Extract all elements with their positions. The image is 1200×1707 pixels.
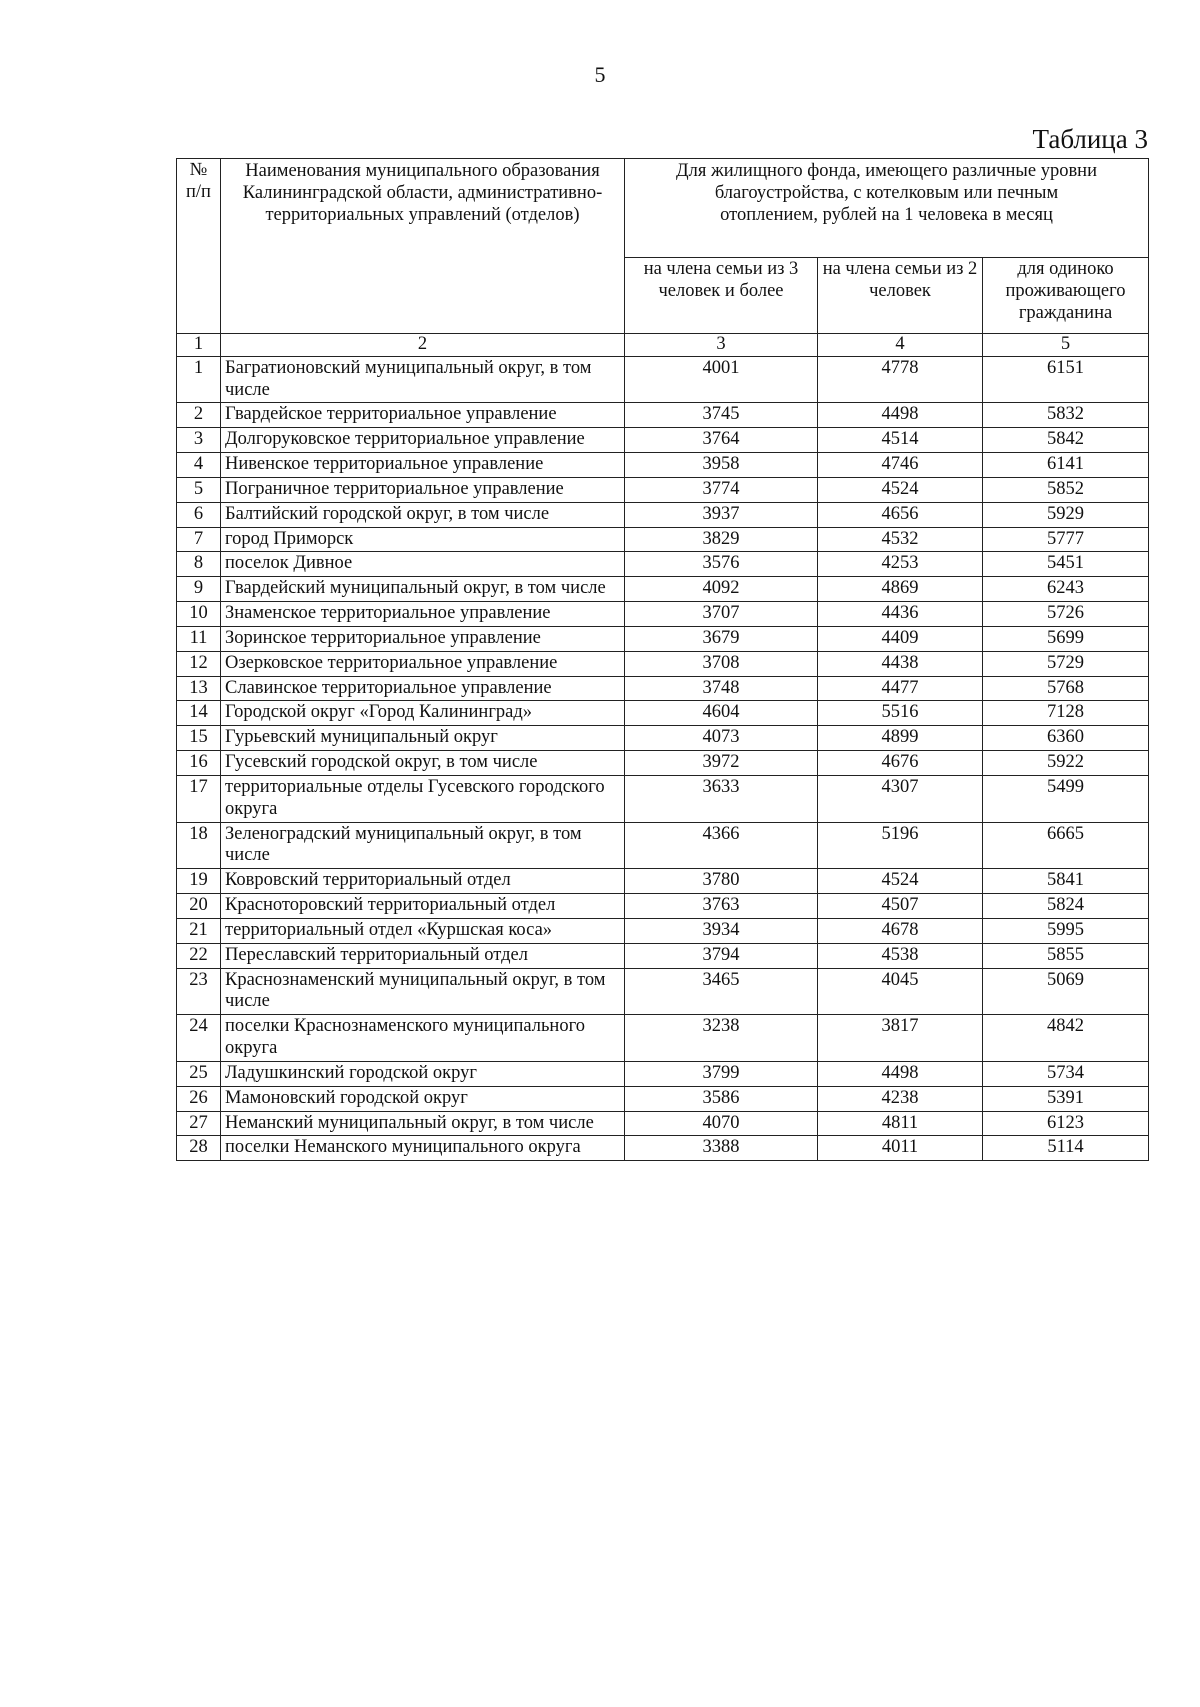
table-row xyxy=(177,751,1149,776)
row-index: 5 xyxy=(177,477,221,502)
table-row xyxy=(177,676,1149,701)
row-value-3plus: 3745 xyxy=(625,403,818,428)
row-value-single: 5768 xyxy=(983,676,1149,701)
row-index: 4 xyxy=(177,453,221,478)
row-value-2: 4778 xyxy=(818,356,983,403)
row-value-2: 4656 xyxy=(818,502,983,527)
table-row xyxy=(177,527,1149,552)
row-value-3plus: 3679 xyxy=(625,626,818,651)
row-value-2: 4238 xyxy=(818,1086,983,1111)
table-row xyxy=(177,403,1149,428)
row-value-single: 5729 xyxy=(983,651,1149,676)
row-value-3plus: 3465 xyxy=(625,968,818,1015)
row-value-single: 5922 xyxy=(983,751,1149,776)
row-value-single: 5069 xyxy=(983,968,1149,1015)
table-row xyxy=(177,602,1149,627)
row-value-single: 6151 xyxy=(983,356,1149,403)
row-index: 1 xyxy=(177,356,221,403)
column-numbers-row xyxy=(177,334,1149,357)
table-row xyxy=(177,701,1149,726)
row-value-2: 4514 xyxy=(818,428,983,453)
table-row xyxy=(177,726,1149,751)
header-col3: на члена семьи из 3 человек и более xyxy=(625,258,818,334)
row-index: 21 xyxy=(177,918,221,943)
row-value-3plus: 3774 xyxy=(625,477,818,502)
row-value-single: 6123 xyxy=(983,1111,1149,1136)
header-group: Для жилищного фонда, имеющего различные уровни благоустройства, с котелковым или печным отоплением, рублей на 1 человека в месяц xyxy=(625,159,1149,258)
row-value-single: 5852 xyxy=(983,477,1149,502)
table-row xyxy=(177,626,1149,651)
row-value-2: 4436 xyxy=(818,602,983,627)
row-value-3plus: 4070 xyxy=(625,1111,818,1136)
row-name: Гурьевский муниципальный округ xyxy=(221,726,625,751)
row-index: 27 xyxy=(177,1111,221,1136)
row-index: 22 xyxy=(177,943,221,968)
row-value-3plus: 3763 xyxy=(625,894,818,919)
row-value-3plus: 3707 xyxy=(625,602,818,627)
row-value-single: 5855 xyxy=(983,943,1149,968)
row-value-2: 5516 xyxy=(818,701,983,726)
row-value-single: 4842 xyxy=(983,1015,1149,1062)
row-value-single: 5777 xyxy=(983,527,1149,552)
row-value-single: 6243 xyxy=(983,577,1149,602)
row-value-2: 4746 xyxy=(818,453,983,478)
row-value-3plus: 3829 xyxy=(625,527,818,552)
row-value-2: 4532 xyxy=(818,527,983,552)
row-value-single: 6360 xyxy=(983,726,1149,751)
row-index: 18 xyxy=(177,822,221,869)
row-value-2: 4253 xyxy=(818,552,983,577)
row-value-single: 5832 xyxy=(983,403,1149,428)
row-value-single: 5734 xyxy=(983,1061,1149,1086)
row-index: 19 xyxy=(177,869,221,894)
row-value-3plus: 3238 xyxy=(625,1015,818,1062)
row-name: Зоринское территориальное управление xyxy=(221,626,625,651)
row-name: Нивенское территориальное управление xyxy=(221,453,625,478)
row-value-2: 4524 xyxy=(818,869,983,894)
column-number: 2 xyxy=(221,334,625,357)
table-row xyxy=(177,477,1149,502)
table-row xyxy=(177,943,1149,968)
row-index: 24 xyxy=(177,1015,221,1062)
table-row xyxy=(177,577,1149,602)
table-row xyxy=(177,428,1149,453)
row-name: город Приморск xyxy=(221,527,625,552)
row-name: Гвардейский муниципальный округ, в том числе xyxy=(221,577,625,602)
table-row xyxy=(177,775,1149,822)
header-col4: на члена семьи из 2 человек xyxy=(818,258,983,334)
row-name: Мамоновский городской округ xyxy=(221,1086,625,1111)
row-index: 9 xyxy=(177,577,221,602)
row-value-single: 5841 xyxy=(983,869,1149,894)
row-value-single: 5726 xyxy=(983,602,1149,627)
row-value-3plus: 3764 xyxy=(625,428,818,453)
table-header xyxy=(177,159,1149,357)
table-row xyxy=(177,968,1149,1015)
table-row xyxy=(177,356,1149,403)
row-name: Знаменское территориальное управление xyxy=(221,602,625,627)
row-value-3plus: 4092 xyxy=(625,577,818,602)
row-value-2: 4307 xyxy=(818,775,983,822)
row-index: 23 xyxy=(177,968,221,1015)
table-row xyxy=(177,918,1149,943)
row-index: 28 xyxy=(177,1136,221,1161)
row-value-2: 4811 xyxy=(818,1111,983,1136)
row-name: Городской округ «Город Калининград» xyxy=(221,701,625,726)
row-name: Озерковское территориальное управление xyxy=(221,651,625,676)
row-value-2: 4538 xyxy=(818,943,983,968)
row-value-single: 5995 xyxy=(983,918,1149,943)
table-row xyxy=(177,1061,1149,1086)
header-name: Наименования муниципального образования Калининградской области, административно-территориальных управлений (отделов) xyxy=(221,159,625,334)
table-body xyxy=(177,356,1149,1160)
row-value-2: 5196 xyxy=(818,822,983,869)
row-name: территориальные отделы Гусевского городского округа xyxy=(221,775,625,822)
row-name: поселки Неманского муниципального округа xyxy=(221,1136,625,1161)
row-index: 15 xyxy=(177,726,221,751)
row-value-3plus: 3586 xyxy=(625,1086,818,1111)
row-value-3plus: 4073 xyxy=(625,726,818,751)
row-value-3plus: 3748 xyxy=(625,676,818,701)
row-name: поселок Дивное xyxy=(221,552,625,577)
row-index: 16 xyxy=(177,751,221,776)
row-value-2: 4438 xyxy=(818,651,983,676)
row-index: 2 xyxy=(177,403,221,428)
row-value-3plus: 3972 xyxy=(625,751,818,776)
row-value-single: 5929 xyxy=(983,502,1149,527)
row-value-3plus: 3708 xyxy=(625,651,818,676)
row-value-single: 5824 xyxy=(983,894,1149,919)
row-value-3plus: 3799 xyxy=(625,1061,818,1086)
row-value-single: 5391 xyxy=(983,1086,1149,1111)
row-name: Неманский муниципальный округ, в том числе xyxy=(221,1111,625,1136)
row-value-single: 7128 xyxy=(983,701,1149,726)
row-index: 14 xyxy=(177,701,221,726)
column-number: 5 xyxy=(983,334,1149,357)
row-index: 26 xyxy=(177,1086,221,1111)
row-value-2: 4899 xyxy=(818,726,983,751)
row-value-single: 5114 xyxy=(983,1136,1149,1161)
table-row xyxy=(177,869,1149,894)
row-index: 25 xyxy=(177,1061,221,1086)
row-value-2: 3817 xyxy=(818,1015,983,1062)
table-row xyxy=(177,552,1149,577)
row-index: 11 xyxy=(177,626,221,651)
row-value-2: 4409 xyxy=(818,626,983,651)
row-name: Переславский территориальный отдел xyxy=(221,943,625,968)
column-number: 1 xyxy=(177,334,221,357)
row-value-3plus: 3958 xyxy=(625,453,818,478)
row-index: 6 xyxy=(177,502,221,527)
row-name: Краснознаменский муниципальный округ, в том числе xyxy=(221,968,625,1015)
table-row xyxy=(177,1086,1149,1111)
row-value-single: 5842 xyxy=(983,428,1149,453)
table-label: Таблица 3 xyxy=(1032,124,1148,154)
table-row xyxy=(177,822,1149,869)
row-value-3plus: 3633 xyxy=(625,775,818,822)
row-value-3plus: 3934 xyxy=(625,918,818,943)
row-value-2: 4498 xyxy=(818,403,983,428)
row-value-3plus: 4366 xyxy=(625,822,818,869)
row-index: 10 xyxy=(177,602,221,627)
row-value-2: 4678 xyxy=(818,918,983,943)
row-value-3plus: 4604 xyxy=(625,701,818,726)
row-name: Ладушкинский городской округ xyxy=(221,1061,625,1086)
row-value-single: 5499 xyxy=(983,775,1149,822)
table-row xyxy=(177,1111,1149,1136)
row-value-single: 6141 xyxy=(983,453,1149,478)
page-number: 5 xyxy=(594,62,606,87)
row-name: Ковровский территориальный отдел xyxy=(221,869,625,894)
row-name: Пограничное территориальное управление xyxy=(221,477,625,502)
row-value-3plus: 3794 xyxy=(625,943,818,968)
row-name: Славинское территориальное управление xyxy=(221,676,625,701)
table-row xyxy=(177,1015,1149,1062)
table-row xyxy=(177,651,1149,676)
row-name: Красноторовский территориальный отдел xyxy=(221,894,625,919)
column-number: 3 xyxy=(625,334,818,357)
row-name: Зеленоградский муниципальный округ, в том числе xyxy=(221,822,625,869)
row-value-2: 4011 xyxy=(818,1136,983,1161)
row-index: 13 xyxy=(177,676,221,701)
row-name: Балтийский городской округ, в том числе xyxy=(221,502,625,527)
row-value-2: 4477 xyxy=(818,676,983,701)
header-index: № п/п xyxy=(177,159,221,334)
header-col5: для одиноко проживающего гражданина xyxy=(983,258,1149,334)
row-value-3plus: 3576 xyxy=(625,552,818,577)
row-value-single: 6665 xyxy=(983,822,1149,869)
row-name: поселки Краснознаменского муниципального округа xyxy=(221,1015,625,1062)
row-name: территориальный отдел «Куршская коса» xyxy=(221,918,625,943)
row-value-2: 4869 xyxy=(818,577,983,602)
row-index: 3 xyxy=(177,428,221,453)
row-index: 8 xyxy=(177,552,221,577)
row-value-2: 4045 xyxy=(818,968,983,1015)
row-index: 7 xyxy=(177,527,221,552)
row-value-3plus: 3780 xyxy=(625,869,818,894)
table-row xyxy=(177,502,1149,527)
tariff-table xyxy=(176,158,1149,1161)
row-name: Долгоруковское территориальное управление xyxy=(221,428,625,453)
row-value-3plus: 4001 xyxy=(625,356,818,403)
row-value-2: 4498 xyxy=(818,1061,983,1086)
row-value-3plus: 3937 xyxy=(625,502,818,527)
table-row xyxy=(177,1136,1149,1161)
row-value-single: 5451 xyxy=(983,552,1149,577)
row-value-2: 4507 xyxy=(818,894,983,919)
row-value-single: 5699 xyxy=(983,626,1149,651)
table-row xyxy=(177,894,1149,919)
row-index: 20 xyxy=(177,894,221,919)
row-index: 12 xyxy=(177,651,221,676)
row-index: 17 xyxy=(177,775,221,822)
row-name: Багратионовский муниципальный округ, в том числе xyxy=(221,356,625,403)
row-name: Гусевский городской округ, в том числе xyxy=(221,751,625,776)
row-value-2: 4524 xyxy=(818,477,983,502)
row-value-3plus: 3388 xyxy=(625,1136,818,1161)
row-value-2: 4676 xyxy=(818,751,983,776)
column-number: 4 xyxy=(818,334,983,357)
table-row xyxy=(177,453,1149,478)
row-name: Гвардейское территориальное управление xyxy=(221,403,625,428)
